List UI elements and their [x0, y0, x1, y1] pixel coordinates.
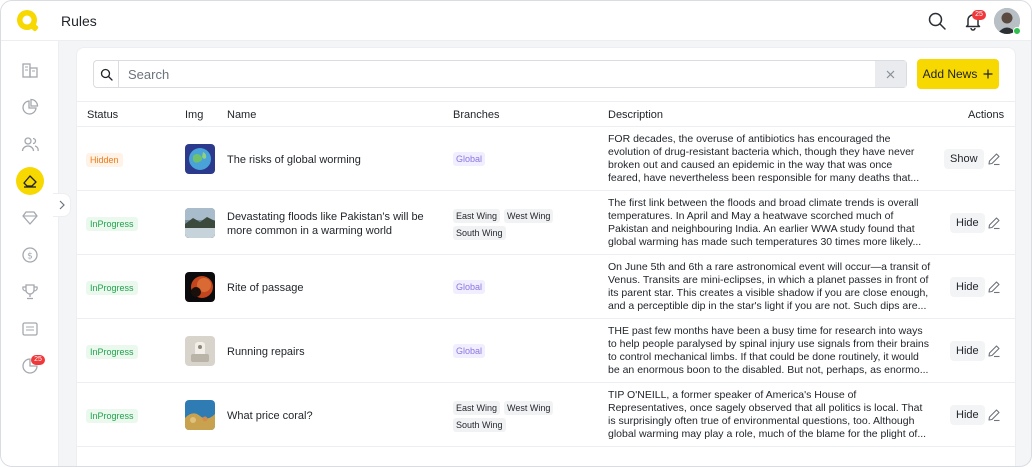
status-badge: InProgress — [86, 281, 138, 295]
description-line: its parent star. This creates a visible shadow if you are close enough, — [608, 287, 929, 299]
add-news-button[interactable] — [917, 59, 999, 89]
venus-image-icon — [185, 272, 215, 302]
stats-badge: 25 — [31, 355, 45, 365]
name-line: Rite of passage — [227, 282, 304, 294]
column-img[interactable]: Img — [185, 109, 204, 121]
description-line: TIP O'NEILL, a former speaker of America's House of — [608, 389, 857, 401]
column-status[interactable]: Status — [87, 109, 119, 121]
table-row[interactable] — [77, 127, 1015, 191]
svg-text:$: $ — [27, 251, 33, 262]
description-line: to control mechanical limbs. If that could be done routinely, it would — [608, 351, 919, 363]
table-row[interactable] — [77, 255, 1015, 319]
description-line: Representatives, once sagely observed that all politics is local. That — [608, 402, 923, 414]
row-description — [608, 197, 938, 249]
eraser-icon — [21, 172, 39, 190]
description-line: to help people paralysed by spinal injury use signals from their brains — [608, 338, 930, 350]
edit-icon[interactable] — [987, 152, 1001, 166]
branch-tag: East Wing — [453, 209, 500, 223]
dollar-icon — [21, 246, 39, 264]
flood-image-icon — [185, 208, 215, 238]
branch-tag: Global — [453, 280, 485, 294]
sidebar-item-buildings[interactable] — [16, 56, 44, 84]
edit-icon[interactable] — [987, 344, 1001, 358]
description-line: global warming may play a role, much of the blame for the plight of... — [608, 428, 927, 440]
sidebar-item-payments[interactable] — [16, 241, 44, 269]
earth-image-icon — [185, 144, 215, 174]
diamond-icon — [21, 209, 39, 227]
thumbnail-image — [185, 144, 215, 174]
column-actions[interactable]: Actions — [968, 109, 1005, 121]
sidebar-collapse-button[interactable] — [53, 193, 71, 217]
sidebar-item-trophies[interactable] — [16, 278, 44, 306]
row-name — [227, 345, 427, 359]
description-line: On June 5th and 6th a rare astronomical event will occur—a transit of — [608, 261, 931, 273]
description-line: The first link between the floods and broad climate trends is overall — [608, 197, 919, 209]
table-row[interactable] — [77, 383, 1015, 447]
row-name — [227, 153, 427, 167]
online-status-dot — [1013, 27, 1021, 35]
column-name[interactable]: Name — [227, 109, 257, 121]
description-line: THE past few months have been a busy time for research into ways — [608, 325, 923, 337]
branch-list — [453, 401, 563, 432]
sidebar-item-users[interactable] — [16, 130, 44, 158]
hide-button[interactable]: Hide — [950, 277, 985, 297]
column-description[interactable]: Description — [608, 109, 664, 121]
sidebar-item-news[interactable] — [16, 315, 44, 343]
search-bar — [93, 60, 907, 88]
row-name — [227, 281, 427, 295]
column-branches[interactable]: Branches — [453, 109, 500, 121]
branch-tag: South Wing — [453, 418, 506, 432]
row-description — [608, 261, 938, 313]
thumbnail-image — [185, 272, 215, 302]
close-icon — [886, 70, 895, 79]
name-line: Devastating floods like Pakistan’s will be — [227, 211, 424, 223]
row-description — [608, 325, 938, 377]
row-name — [227, 409, 427, 423]
hide-button[interactable]: Hide — [950, 405, 985, 425]
table-row[interactable] — [77, 191, 1015, 255]
sidebar — [1, 41, 59, 467]
thumbnail-image — [185, 336, 215, 366]
status-badge: InProgress — [86, 217, 138, 231]
row-description — [608, 133, 938, 185]
branch-tag: West Wing — [504, 209, 553, 223]
sidebar-item-reports[interactable] — [16, 93, 44, 121]
branch-list — [453, 280, 563, 294]
branch-list — [453, 152, 563, 166]
status-badge: InProgress — [86, 409, 138, 423]
name-line: The risks of global worming — [227, 154, 361, 166]
name-line: What price coral? — [227, 410, 313, 422]
branch-list — [453, 209, 563, 240]
hide-button[interactable]: Hide — [950, 213, 985, 233]
edit-icon[interactable] — [987, 408, 1001, 422]
chevron-right-icon — [58, 200, 66, 210]
add-news-label: Add News — [922, 67, 978, 81]
show-button[interactable]: Show — [944, 149, 984, 169]
description-line: Venus. Transits are mini-eclipses, in which a planet passes in front of — [608, 274, 929, 286]
pie-chart-icon — [21, 98, 39, 116]
users-icon — [21, 135, 39, 153]
edit-icon[interactable] — [987, 216, 1001, 230]
description-line: be an enormous boon to the disabled. But not, perhaps, as enormo... — [608, 364, 929, 376]
status-badge: InProgress — [86, 345, 138, 359]
description-line: FOR decades, the overuse of antibiotics has encouraged the — [608, 133, 891, 145]
sidebar-item-rewards[interactable] — [16, 204, 44, 232]
coral-image-icon — [185, 400, 215, 430]
search-icon[interactable] — [927, 11, 947, 31]
description-line: Pakistan and neighbouring India. An earlier WWA study found that — [608, 223, 915, 235]
news-panel — [76, 47, 1016, 467]
logo-icon[interactable] — [16, 9, 40, 33]
name-line: more common in a warming world — [227, 225, 393, 237]
search-icon — [100, 68, 113, 81]
branch-tag: West Wing — [504, 401, 553, 415]
trophy-icon — [21, 283, 39, 301]
search-icon-box — [94, 61, 119, 87]
thumbnail-image — [185, 208, 215, 238]
description-line: is surprisingly often true of environmental questions, too. Although — [608, 415, 915, 427]
hide-button[interactable]: Hide — [950, 341, 985, 361]
news-icon — [21, 320, 39, 338]
description-line: evolution of drug-resistant bacteria which, though they have never — [608, 146, 915, 158]
repair-image-icon — [185, 336, 215, 366]
notification-badge: 25 — [972, 10, 986, 20]
table-header — [77, 101, 1015, 127]
page-title: Rules — [61, 13, 97, 29]
branch-tag: Global — [453, 152, 485, 166]
table-row[interactable] — [77, 319, 1015, 383]
branch-tag: East Wing — [453, 401, 500, 415]
buildings-icon — [21, 61, 39, 79]
row-name — [227, 210, 427, 238]
edit-icon[interactable] — [987, 280, 1001, 294]
name-line: Running repairs — [227, 346, 305, 358]
clear-search-button[interactable] — [875, 61, 906, 87]
branch-list — [453, 344, 563, 358]
description-line: and a perceptible dip in the star's light if you are not. Such dips are... — [608, 300, 927, 312]
thumbnail-image — [185, 400, 215, 430]
search-input[interactable] — [120, 61, 874, 87]
row-description — [608, 389, 938, 441]
top-bar — [1, 1, 1031, 41]
description-line: feared, have nevertheless been responsible for many deaths that... — [608, 172, 920, 184]
branch-tag: South Wing — [453, 226, 506, 240]
description-line: broken out and caused an epidemic in the way that was once — [608, 159, 893, 171]
status-badge: Hidden — [86, 153, 123, 167]
plus-icon — [983, 69, 993, 79]
description-line: global warming has made such temperatures 30 times more likely... — [608, 236, 922, 248]
sidebar-item-rules[interactable] — [16, 167, 44, 195]
description-line: temperatures. In April and May a heatwave scorched much of — [608, 210, 894, 222]
branch-tag: Global — [453, 344, 485, 358]
